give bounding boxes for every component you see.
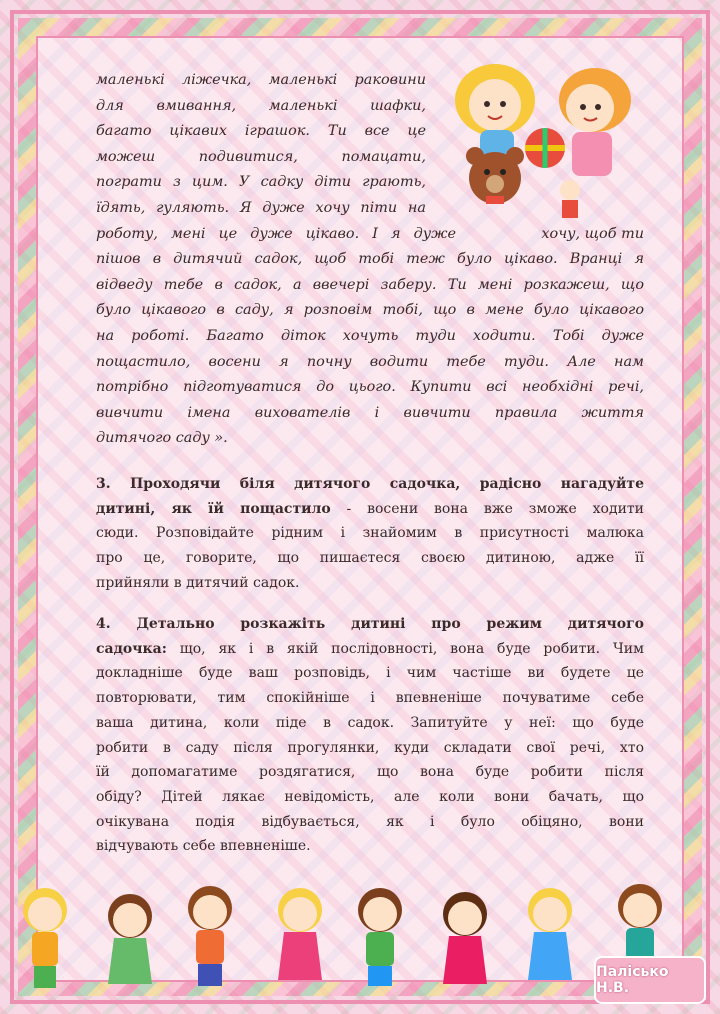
bold-text: дитині, як їй пощастило bbox=[96, 500, 331, 517]
text-line: роботу, мені це дуже цікаво. І я дуже bbox=[96, 225, 456, 242]
text-line: повторювати, тим спокійніше і впевненіше почуватиме себе bbox=[96, 690, 644, 707]
bold-text: 4. Детально розкажіть дитині про режим дитячого bbox=[96, 616, 644, 632]
text-fragment: що, як і в якій послідовності, вона буде робити. Чим bbox=[166, 640, 644, 657]
child-5 bbox=[358, 888, 402, 986]
text-line: відведу тебе в садок, а ввечері заберу. Ти мені розкажеш, що bbox=[96, 276, 644, 293]
child-2 bbox=[108, 894, 152, 984]
text-line: сюди. Розповідайте рідним і знайомим в присутності малюка bbox=[96, 525, 644, 542]
paragraph-4 bbox=[96, 612, 644, 859]
text-line: можеш подивитися, помацати, bbox=[96, 148, 426, 165]
text-line: дитячого саду ». bbox=[96, 430, 228, 447]
text-line-split bbox=[96, 222, 644, 248]
text-line: багато цікавих іграшок. Ти все це bbox=[96, 123, 426, 140]
text-line: маленькі ліжечка, маленькі раковини bbox=[96, 72, 426, 88]
text-line: пограти з цим. У садку діти грають, bbox=[96, 174, 426, 191]
text-line: пощастило, восени я почну водити тебе туди. Але нам bbox=[96, 353, 644, 370]
author-badge: Палісько Н.В. bbox=[594, 956, 706, 1004]
text-line: докладніше буде ваш розповідь, і чим частіше ви будете це bbox=[96, 665, 644, 682]
text-line: для вмивання, маленькі шафки, bbox=[96, 97, 426, 114]
bold-text: 3. Проходячи біля дитячого садочка, радісно нагадуйте bbox=[96, 476, 644, 492]
text-line bbox=[96, 612, 644, 637]
paragraph-3 bbox=[96, 472, 644, 596]
child-4 bbox=[278, 888, 322, 980]
intro-paragraph bbox=[96, 68, 644, 452]
text-line bbox=[96, 637, 644, 662]
child-7 bbox=[528, 888, 572, 980]
text-line: хочу, щоб ти bbox=[541, 225, 644, 242]
text-line: робити в саду після прогулянки, куди складати свої речі, хто bbox=[96, 739, 644, 756]
child-1 bbox=[23, 888, 67, 988]
text-line: відчувають себе впевненіше. bbox=[96, 838, 311, 855]
child-8 bbox=[618, 884, 662, 960]
text-fragment: - восени вона вже зможе ходити bbox=[330, 500, 644, 517]
text-line: їй допомагатиме роздягатися, що вона буде робити після bbox=[96, 764, 644, 781]
text-line: про це, говорите, що пишаєтеся своєю дитиною, адже її bbox=[96, 550, 644, 567]
text-line: ваша дитина, коли піде в садок. Запитуйте у неї: що буде bbox=[96, 714, 644, 731]
child-6 bbox=[443, 892, 487, 984]
text-line: потрібно підготуватися до цього. Купити всі необхідні речі, bbox=[96, 379, 644, 396]
text-line bbox=[96, 497, 644, 522]
text-line: обіду? Дітей лякає невідомість, але коли вони бачать, що bbox=[96, 788, 644, 805]
text-line: очікувана подія відбувається, як і було обіцяно, вони bbox=[96, 813, 644, 830]
text-line: на роботі. Багато діток хочуть туди ходити. Тобі дуже bbox=[96, 327, 644, 344]
bold-text: садочка: bbox=[96, 640, 167, 657]
text-line: пішов в дитячий садок, щоб тобі теж було цікаво. Вранці я bbox=[96, 251, 644, 268]
text-line: було цікавого в саду, я розповім тобі, що в мене було цікавого bbox=[96, 302, 644, 319]
child-3 bbox=[188, 886, 232, 986]
text-line bbox=[96, 472, 644, 497]
text-line: прийняли в дитячий садок. bbox=[96, 574, 300, 591]
text-line: їдять, гуляють. Я дуже хочу піти на bbox=[96, 199, 426, 216]
text-line: вивчити імена вихователів і вивчити правила життя bbox=[96, 404, 644, 421]
